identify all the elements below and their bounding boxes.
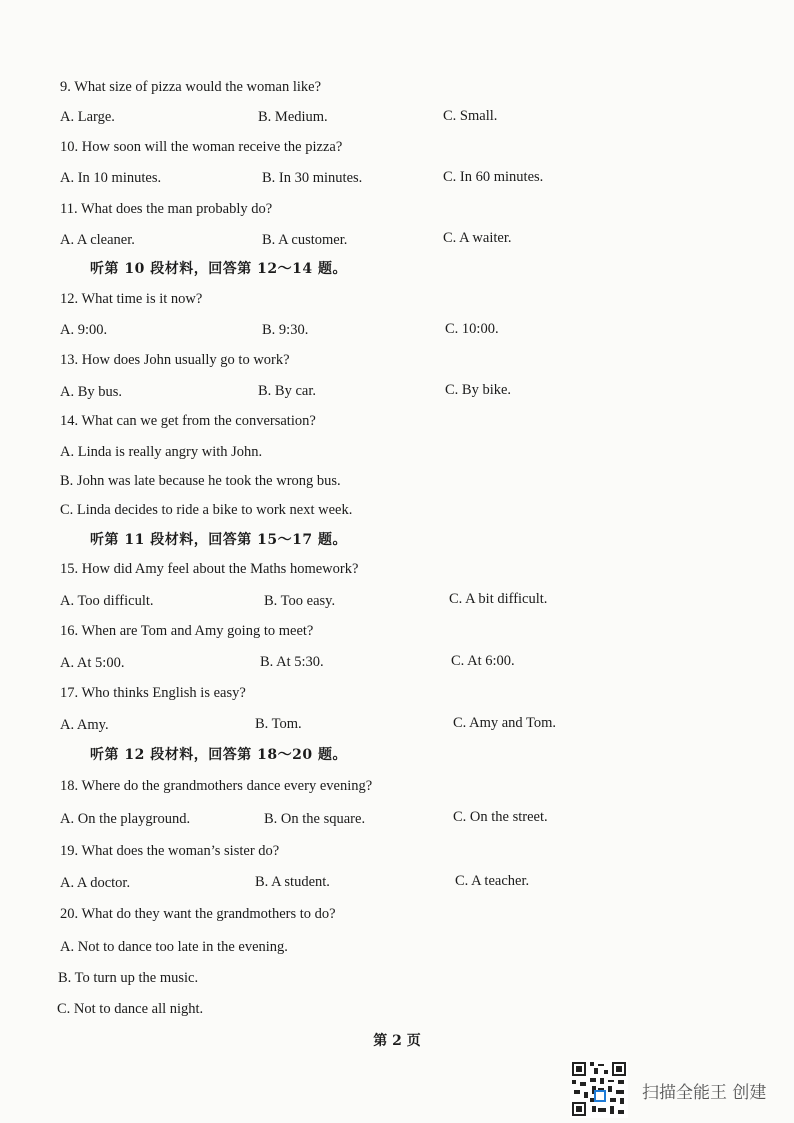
q17-option-b: B. Tom. <box>255 716 302 732</box>
q9-option-b: B. Medium. <box>258 109 328 125</box>
q13-option-c: C. By bike. <box>445 382 512 398</box>
q18-option-a: A. On the playground. <box>60 811 191 827</box>
question-18: 18. Where do the grandmothers dance every evening? <box>60 778 373 794</box>
q20-option-c: C. Not to dance all night. <box>57 1001 204 1017</box>
q11-option-c: C. A waiter. <box>443 230 512 246</box>
question-20: 20. What do they want the grandmothers to do? <box>60 906 336 922</box>
q14-option-a: A. Linda is really angry with John. <box>60 444 263 460</box>
q12-option-a: A. 9:00. <box>60 322 108 338</box>
q9-option-c: C. Small. <box>443 108 498 124</box>
question-13: 13. How does John usually go to work? <box>60 352 290 368</box>
q19-option-c: C. A teacher. <box>455 873 530 889</box>
q14-option-c: C. Linda decides to ride a bike to work next week. <box>60 502 353 518</box>
section-heading-10: 听第 10 段材料，回答第 12～14 题。 <box>90 261 347 277</box>
q15-option-b: B. Too easy. <box>264 593 336 609</box>
section-heading-12: 听第 12 段材料，回答第 18～20 题。 <box>90 747 347 763</box>
q18-option-b: B. On the square. <box>264 811 366 827</box>
page-number: 第 2 页 <box>373 1033 421 1049</box>
question-19: 19. What does the woman’s sister do? <box>60 843 280 859</box>
question-12: 12. What time is it now? <box>60 291 203 307</box>
qr-code-icon <box>570 1060 628 1118</box>
q10-option-c: C. In 60 minutes. <box>443 169 544 185</box>
question-16: 16. When are Tom and Amy going to meet? <box>60 623 314 639</box>
q11-option-b: B. A customer. <box>262 232 348 248</box>
question-11: 11. What does the man probably do? <box>60 201 273 217</box>
q16-option-a: A. At 5:00. <box>60 655 125 671</box>
q17-option-c: C. Amy and Tom. <box>453 715 557 731</box>
question-9: 9. What size of pizza would the woman like? <box>60 79 322 95</box>
watermark-text: 扫描全能王 创建 <box>642 1083 767 1103</box>
q16-option-b: B. At 5:30. <box>260 654 324 670</box>
q19-option-a: A. A doctor. <box>60 875 131 891</box>
question-15: 15. How did Amy feel about the Maths homework? <box>60 561 359 577</box>
q13-option-a: A. By bus. <box>60 384 123 400</box>
q12-option-b: B. 9:30. <box>262 322 309 338</box>
scanner-watermark <box>570 1060 794 1120</box>
q10-option-b: B. In 30 minutes. <box>262 170 363 186</box>
q15-option-c: C. A bit difficult. <box>449 591 548 607</box>
q20-option-a: A. Not to dance too late in the evening. <box>60 939 288 955</box>
question-10: 10. How soon will the woman receive the pizza? <box>60 139 343 155</box>
q13-option-b: B. By car. <box>258 383 316 399</box>
section-heading-11: 听第 11 段材料，回答第 15～17 题。 <box>90 532 347 548</box>
question-14: 14. What can we get from the conversation? <box>60 413 316 429</box>
q17-option-a: A. Amy. <box>60 717 109 733</box>
q16-option-c: C. At 6:00. <box>451 653 515 669</box>
q20-option-b: B. To turn up the music. <box>58 970 199 986</box>
q10-option-a: A. In 10 minutes. <box>60 170 162 186</box>
question-17: 17. Who thinks English is easy? <box>60 685 246 701</box>
q12-option-c: C. 10:00. <box>445 321 499 337</box>
q14-option-b: B. John was late because he took the wrong bus. <box>60 473 341 489</box>
q15-option-a: A. Too difficult. <box>60 593 154 609</box>
q9-option-a: A. Large. <box>60 109 115 125</box>
q18-option-c: C. On the street. <box>453 809 548 825</box>
q11-option-a: A. A cleaner. <box>60 232 135 248</box>
q19-option-b: B. A student. <box>255 874 330 890</box>
